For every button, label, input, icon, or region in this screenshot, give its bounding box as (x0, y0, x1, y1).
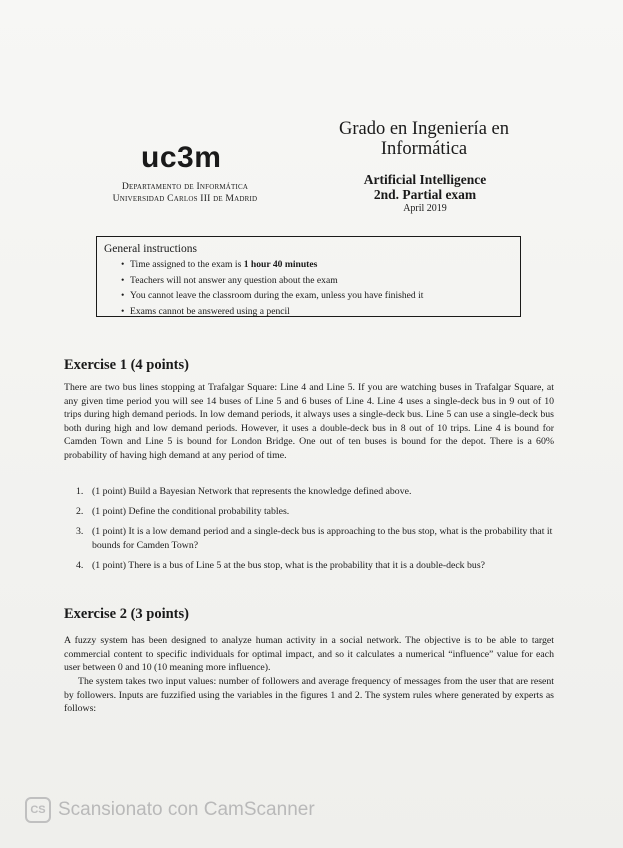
question-number: 3. (76, 526, 84, 538)
uc3m-logo: uc3m (141, 141, 222, 174)
degree-title-line1: Grado en Ingeniería en (338, 119, 509, 139)
university-name: Universidad Carlos III de Madrid (112, 193, 258, 204)
exercise1-text: There are two bus lines stopping at Trafalgar Square: Line 4 and Line 5. If you are watching buses in Trafalgar Square, at any given time period you will see 14 buses of Line 5 and 6 buses of Line 4. Line 4 uses a single-deck bus in 9 out of 10 trips during high demand periods. In low demand periods, it always uses a single-deck bus. Line 5 can use a single-deck bus both during high and low demand periods. However, it uses a double-deck bus in 8 out of 10 trips. Line 4 is bound for Camden Town and Line 5 is bound for London Bridge. One out of ten buses is bound for the depot. There is a 60% probability of having high demand at any period of time. (64, 382, 554, 461)
question-number: 1. (76, 486, 84, 497)
camscanner-icon: CS (25, 797, 51, 823)
instruction-text: Time assigned to the exam is (130, 259, 244, 270)
instructions-list (104, 257, 520, 319)
degree-title (294, 119, 554, 159)
course-name: Artificial Intelligence (363, 172, 487, 187)
instruction-duration: 1 hour 40 minutes (243, 259, 318, 270)
exercise2-paragraph1: A fuzzy system has been designed to analyze human activity in a social network. The objective is to be able to target commercial content to specific individuals for optimal impact, and so it calculates a numerical “influence” value for each user between 0 and 10 (10 meaning more influence). (64, 635, 554, 674)
question-item (76, 559, 554, 572)
exam-name: 2nd. Partial exam (373, 187, 477, 202)
instructions-title: General instructions (104, 243, 197, 255)
instruction-item: • Teachers will not answer any question about the exam (130, 273, 520, 289)
question-number: 4. (76, 559, 84, 571)
course-title (330, 172, 520, 202)
exercise2-paragraph2: The system takes two input values: number of followers and average frequency of messages from the user that are resent by followers. Inputs are fuzzified using the variables in the figures 1 and 2. The system rules where generated by experts as follows: (64, 676, 554, 715)
exam-date: April 2019 (403, 203, 447, 214)
exercise1-questions (76, 485, 554, 579)
question-text: (1 point) It is a low demand period and a single-deck bus is approaching to the bus stop, what is the probability that it bounds for Camden Town? (92, 526, 553, 551)
question-text: (1 point) Define the conditional probability tables. (92, 506, 290, 518)
department-block (80, 181, 290, 205)
question-item (76, 505, 554, 518)
degree-title-line2: Informática (380, 139, 468, 159)
question-number: 2. (76, 506, 84, 518)
instruction-item (130, 257, 520, 273)
watermark-text: Scansionato con CamScanner (58, 799, 315, 820)
question-text: (1 point) Build a Bayesian Network that represents the knowledge defined above. (92, 486, 412, 497)
question-text: (1 point) There is a bus of Line 5 at the bus stop, what is the probability that it is a double-deck bus? (92, 559, 485, 571)
question-item (76, 525, 554, 551)
department-name: Departamento de Informática (121, 181, 249, 192)
instruction-item: • You cannot leave the classroom during the exam, unless you have finished it (130, 288, 520, 304)
question-item (76, 485, 554, 498)
general-instructions-box (96, 236, 521, 317)
instruction-item: • Exams cannot be answered using a pencil (130, 304, 520, 320)
camscanner-watermark (25, 797, 315, 823)
exercise2-title: Exercise 2 (3 points) (64, 606, 189, 622)
exercise1-title: Exercise 1 (4 points) (64, 357, 189, 373)
